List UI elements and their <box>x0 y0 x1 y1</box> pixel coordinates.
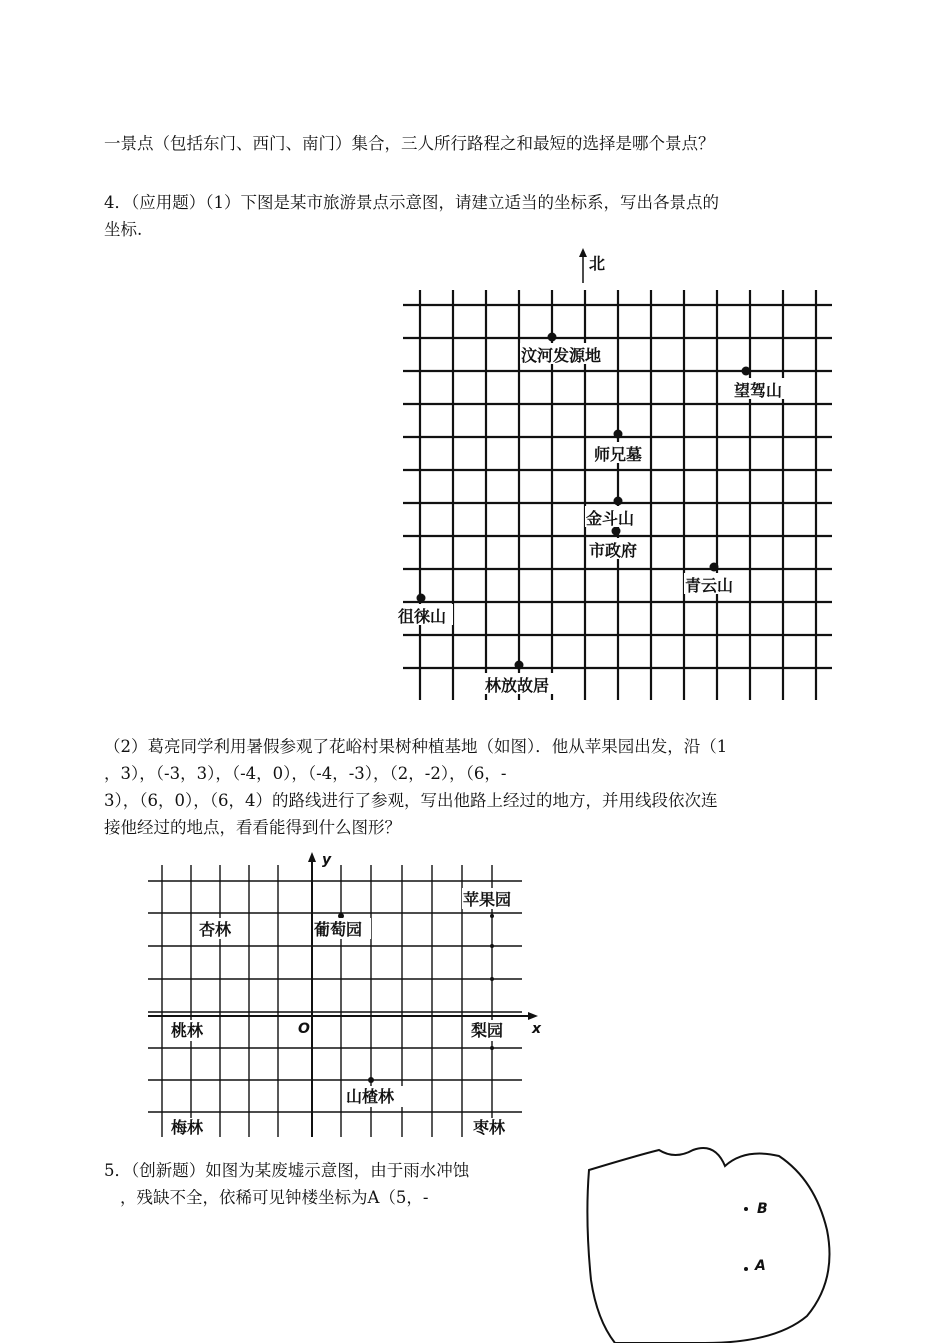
tourist-map <box>395 245 840 705</box>
orchard-label-apple: 苹果园 <box>463 890 512 909</box>
orchard-dot <box>490 977 494 981</box>
orchard-dot <box>490 944 494 948</box>
q5-line1: 5．（创新题）如图为某废墟示意图，由于雨水冲蚀 <box>104 1161 470 1180</box>
q4-line1: 4．（应用题）（1）下图是某市旅游景点示意图，请建立适当的坐标系，写出各景点的 <box>104 193 719 212</box>
north-label: 北 <box>589 254 606 273</box>
site-dot <box>417 594 426 603</box>
point-b-label: B <box>757 1201 768 1217</box>
ruins-outline <box>587 1148 829 1343</box>
point-b-dot <box>744 1207 748 1211</box>
site-dot <box>614 497 623 506</box>
orchard-label-jujube: 枣林 <box>473 1118 506 1137</box>
site-dot <box>710 563 719 572</box>
site-dot <box>515 661 524 670</box>
site-dot <box>548 333 557 342</box>
site-label-culai: 徂徕山 <box>398 607 447 626</box>
site-label-jindou: 金斗山 <box>586 509 635 528</box>
q4-2-line4: 接他经过的地点，看看能得到什么图形？ <box>104 818 401 837</box>
orchard-label-peach: 桃林 <box>171 1021 204 1040</box>
site-label-shizhengfu: 市政府 <box>589 541 638 560</box>
orchard-label-grape: 葡萄园 <box>314 920 363 939</box>
orchard-label-plum: 梅林 <box>171 1118 204 1137</box>
site-dot <box>614 430 623 439</box>
x-axis-label: x <box>532 1021 542 1037</box>
orchard-label-hawthorn: 山楂林 <box>346 1087 395 1106</box>
q4-line2: 坐标. <box>104 220 143 239</box>
point-a-dot <box>744 1267 748 1271</box>
site-label-shixiong: 师兄墓 <box>594 445 643 464</box>
point-a-label: A <box>755 1258 766 1274</box>
q4-2-line1: （2）葛亮同学利用暑假参观了花峪村果树种植基地（如图）．他从苹果园出发，沿（1 <box>104 737 728 756</box>
q4-2-line3: 3），（6，0），（6，4）的路线进行了参观，写出他路上经过的地方，并用线段依次连 <box>104 791 718 810</box>
orchard-map <box>140 850 550 1145</box>
y-axis-label: y <box>322 852 332 868</box>
site-dot <box>742 367 751 376</box>
site-label-wenhe: 汶河发源地 <box>521 346 602 365</box>
orchard-label-apricot: 杏林 <box>199 920 232 939</box>
site-label-wangjia: 望驾山 <box>734 381 783 400</box>
q4-2-line2: ，3），（-3，3），（-4，0），（-4，-3），（2，-2），（6，- <box>104 764 507 783</box>
origin-label: O <box>298 1021 310 1037</box>
q5-line2: ，残缺不全，依稀可见钟楼坐标为A（5，- <box>120 1188 429 1207</box>
site-label-qingyun: 青云山 <box>685 576 734 595</box>
orchard-dot <box>368 1077 374 1083</box>
orchard-dot <box>490 914 494 918</box>
orchard-dot <box>490 1046 494 1050</box>
site-label-linfang: 林放故居 <box>485 676 550 695</box>
orchard-label-pear: 梨园 <box>471 1021 504 1040</box>
north-arrow <box>579 248 605 283</box>
ruins-sketch <box>575 1140 850 1343</box>
intro-line: 一景点（包括东门、西门、南门）集合，三人所行路程之和最短的选择是哪个景点？ <box>104 134 715 153</box>
